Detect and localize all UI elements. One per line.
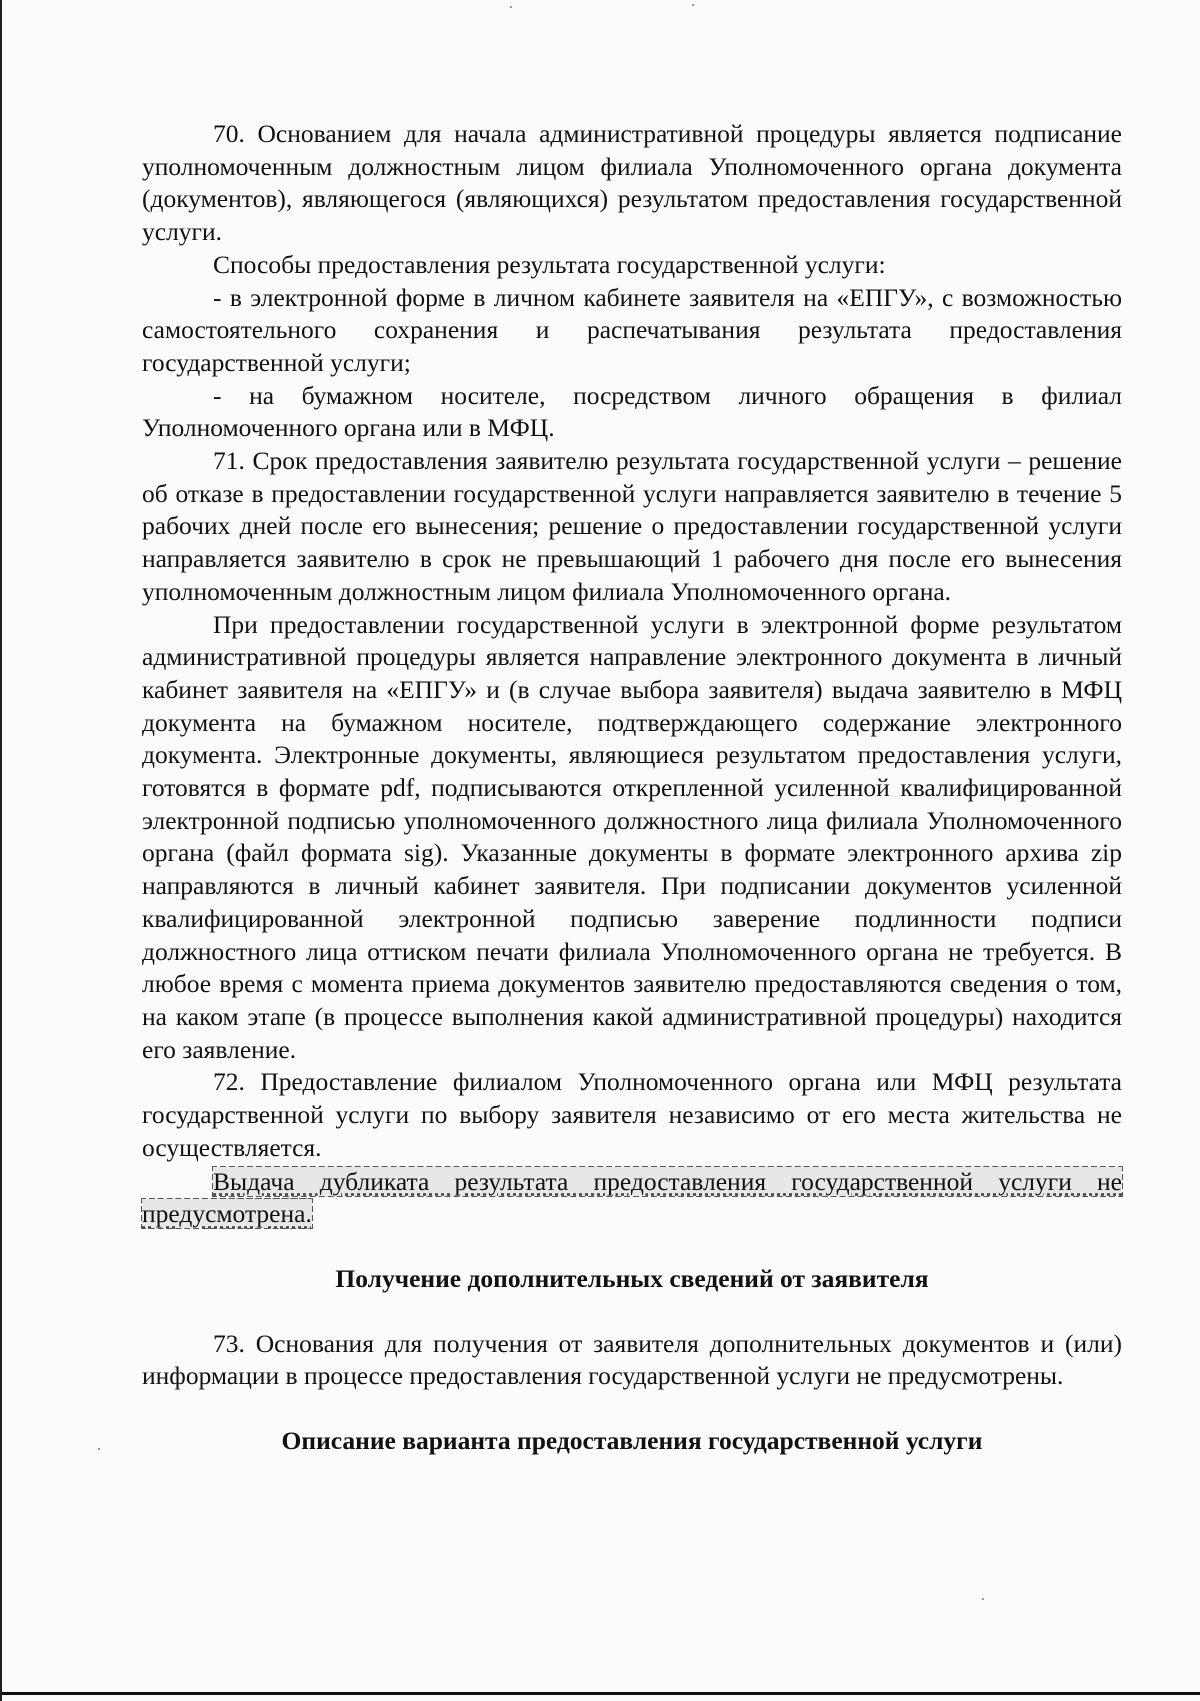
paragraph-71: 71. Срок предоставления заявителю результата государственной услуги – решение об отказе в предоставлении государственной услуги направляется заявителю в течение 5 рабочих дней после его вынесения; решение о предоставлении государственной услуги направляется заявителю в срок не превышающий 1 рабочего дня после его вынесения уполномоченным должностным лицом филиала Уполномоченного органа. (142, 446, 1122, 606)
heading-additional-info: Получение дополнительных сведений от заявителя (335, 1263, 929, 1293)
method-paper: - на бумажном носителе, посредством личного обращения в филиал Уполномоченного органа или в МФЦ. (142, 380, 1122, 443)
scan-speck (98, 1448, 100, 1450)
page-bottom-edge (2, 1692, 1200, 1695)
scan-speck (982, 1598, 984, 1600)
duplicate-note-paragraph (142, 1166, 1122, 1231)
paragraph-71-electronic: При предоставлении государственной услуги в электронной форме результатом административной процедуры является направление электронного документа в личный кабинет заявителя на «ЕПГУ» и (в случае выбора заявителя) выдача заявителю в МФЦ документа на бумажном носителе, подтверждающего содержание электронного документа. Электронные документы, являющиеся результатом предоставления услуги, готовятся в формате pdf, подписываются открепленной усиленной квалифицированной электронной подписью уполномоченного должностного лица филиала Уполномоченного органа (файл формата sig). Указанные документы в формате электронного архива zip направляются в личный кабинет заявителя. При подписании документов усиленной квалифицированной электронной подписью заверение подлинности подписи должностного лица оттиском печати филиала Уполномоченного органа не требуется. В любое время с момента приема документов заявителю предоставляются сведения о том, на каком этапе (в процессе выполнения какой административной процедуры) находится его заявление. (142, 609, 1122, 1064)
paragraph-70: 70. Основанием для начала административной процедуры является подписание уполномоченным должностным лицом филиала Уполномоченного органа документа (документов), являющегося (являющихся) результатом предоставления государственной услуги. (142, 119, 1122, 247)
heading-service-variant: Описание варианта предоставления государственной услуги (281, 1426, 983, 1456)
scan-speck (510, 6, 512, 8)
methods-title: Способы предоставления результата государственной услуги: (213, 249, 886, 279)
paragraph-72: 72. Предоставление филиалом Уполномоченного органа или МФЦ результата государственной услуги по выбору заявителя независимо от его места жительства не осуществляется. (142, 1067, 1122, 1162)
paragraph-73: 73. Основания для получения от заявителя дополнительных документов и (или) информации в процессе предоставления государственной услуги не предусмотрены. (142, 1328, 1122, 1391)
method-electronic: - в электронной форме в личном кабинете заявителя на «ЕПГУ», с возможностью самостоятельного сохранения и распечатывания результата предоставления государственной услуги; (142, 282, 1122, 377)
document-body (142, 118, 1122, 1458)
duplicate-note-highlight: Выдача дубликата результата предоставления государственной услуги не предусмотрена. (142, 1166, 1122, 1229)
scan-speck (692, 4, 694, 6)
